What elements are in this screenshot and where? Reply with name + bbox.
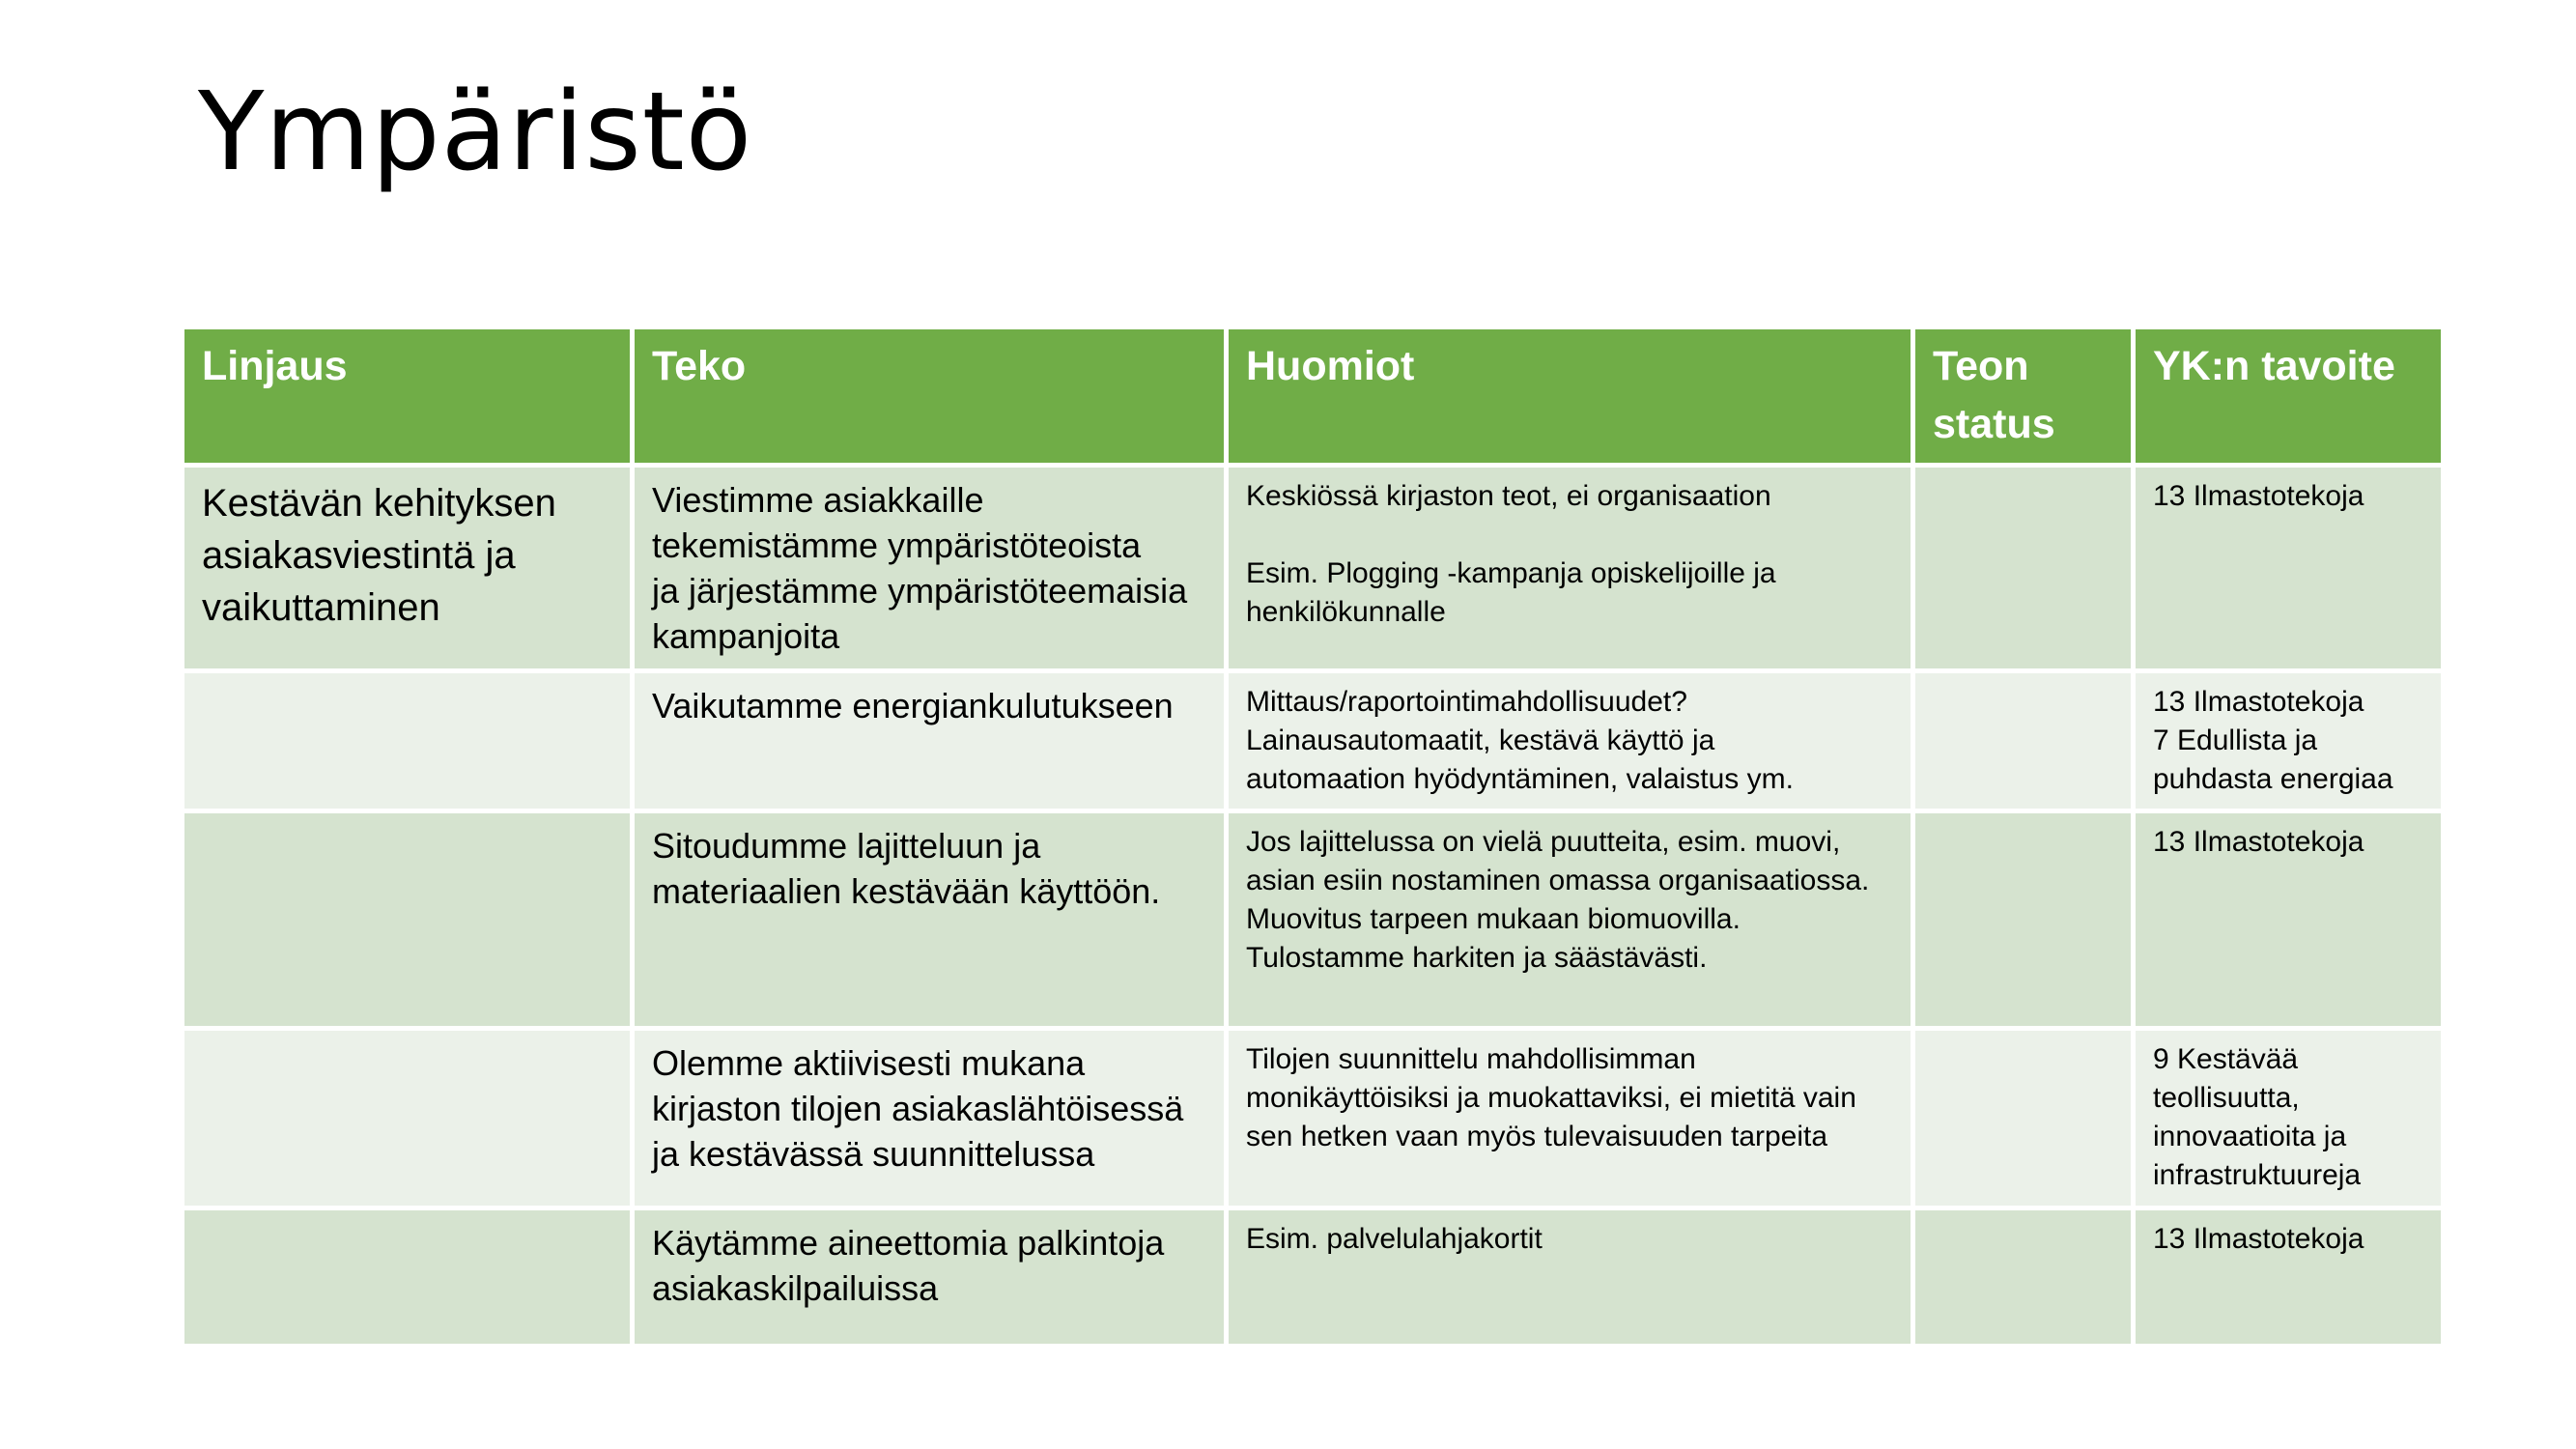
- cell-teko: [633, 671, 1227, 811]
- cell-status: [1913, 466, 2134, 671]
- cell-status: [1913, 1029, 2134, 1208]
- header-linjaus: Linjaus: [183, 327, 633, 466]
- cell-tavoite: [2134, 466, 2444, 671]
- cell-text: Olemme aktiivisesti mukana: [652, 1043, 1086, 1083]
- cell-tavoite: [2134, 671, 2444, 811]
- slide-title: Ympäristö: [198, 70, 753, 195]
- cell-text: tekemistämme ympäristöteoista: [652, 526, 1142, 565]
- cell-text: Tulostamme harkiten ja säästävästi.: [1246, 942, 1708, 974]
- cell-text: 13 Ilmastotekoja: [2153, 686, 2364, 718]
- cell-text: Esim. palvelulahjakortit: [1246, 1223, 1543, 1255]
- cell-text: Esim. Plogging -kampanja opiskelijoille ja: [1246, 557, 1776, 589]
- cell-huomiot: [1227, 1029, 1913, 1208]
- header-status: [1913, 327, 2134, 466]
- cell-text: 13 Ilmastotekoja: [2153, 480, 2364, 512]
- cell-text: materiaalien kestävään käyttöön.: [652, 871, 1161, 911]
- cell-text: 9 Kestävää: [2153, 1043, 2299, 1075]
- cell-text: Tilojen suunnittelu mahdollisimman: [1246, 1043, 1696, 1075]
- cell-text: 13 Ilmastotekoja: [2153, 826, 2364, 858]
- cell-huomiot: [1227, 466, 1913, 671]
- header-teko: Teko: [633, 327, 1227, 466]
- cell-status: [1913, 671, 2134, 811]
- cell-text: innovaatioita ja: [2153, 1121, 2347, 1152]
- cell-text: teollisuutta,: [2153, 1082, 2300, 1114]
- cell-linjaus: [183, 1208, 633, 1347]
- cell-linjaus: [183, 671, 633, 811]
- table-row: [183, 466, 2444, 671]
- cell-teko: [633, 466, 1227, 671]
- table-header-row: [183, 327, 2444, 466]
- cell-text: Muovitus tarpeen mukaan biomuovilla.: [1246, 903, 1741, 935]
- cell-teko: [633, 1208, 1227, 1347]
- cell-text: Viestimme asiakkaille: [652, 480, 984, 520]
- cell-text: puhdasta energiaa: [2153, 763, 2393, 795]
- cell-text: Mittaus/raportointimahdollisuudet?: [1246, 686, 1687, 718]
- cell-text: sen hetken vaan myös tulevaisuuden tarpeita: [1246, 1121, 1828, 1152]
- header-tavoite: YK:n tavoite: [2134, 327, 2444, 466]
- cell-text: Sitoudumme lajitteluun ja: [652, 826, 1041, 866]
- cell-text: Keskiössä kirjaston teot, ei organisaation: [1246, 480, 1771, 512]
- cell-linjaus: [183, 811, 633, 1029]
- cell-text: monikäyttöisiksi ja muokattaviksi, ei mietitä vain: [1246, 1082, 1856, 1114]
- cell-text: Lainausautomaatit, kestävä käyttö ja: [1246, 724, 1715, 756]
- cell-text: automaation hyödyntäminen, valaistus ym.: [1246, 763, 1794, 795]
- cell-text: kampanjoita: [652, 616, 840, 656]
- cell-text: asian esiin nostaminen omassa organisaatiossa.: [1246, 865, 1870, 896]
- cell-huomiot: [1227, 811, 1913, 1029]
- paragraph-gap: [1246, 516, 1893, 554]
- cell-text: ja kestävässä suunnittelussa: [652, 1134, 1095, 1174]
- table-row: [183, 1208, 2444, 1347]
- cell-tavoite: [2134, 811, 2444, 1029]
- header-huomiot: Huomiot: [1227, 327, 1913, 466]
- cell-text: Käytämme aineettomia palkintoja: [652, 1223, 1165, 1263]
- cell-teko: [633, 811, 1227, 1029]
- cell-status: [1913, 811, 2134, 1029]
- cell-text: kirjaston tilojen asiakaslähtöisessä: [652, 1089, 1184, 1128]
- header-status-line1: Teon: [1933, 343, 2029, 389]
- cell-linjaus: [183, 1029, 633, 1208]
- cell-text: asiakasviestintä ja: [202, 534, 516, 577]
- header-status-line2: status: [1933, 401, 2055, 447]
- cell-text: henkilökunnalle: [1246, 596, 1446, 628]
- cell-text: asiakaskilpailuissa: [652, 1268, 939, 1308]
- cell-text: 7 Edullista ja: [2153, 724, 2318, 756]
- cell-text: Vaikutamme energiankulutukseen: [652, 686, 1174, 725]
- cell-huomiot: [1227, 1208, 1913, 1347]
- cell-linjaus: [183, 466, 633, 671]
- cell-teko: [633, 1029, 1227, 1208]
- cell-text: infrastruktuureja: [2153, 1159, 2362, 1191]
- cell-huomiot: [1227, 671, 1913, 811]
- table-row: [183, 671, 2444, 811]
- table-row: [183, 811, 2444, 1029]
- cell-text: vaikuttaminen: [202, 586, 440, 629]
- environment-table: [180, 325, 2446, 1349]
- cell-status: [1913, 1208, 2134, 1347]
- cell-tavoite: [2134, 1029, 2444, 1208]
- table-row: [183, 1029, 2444, 1208]
- cell-text: 13 Ilmastotekoja: [2153, 1223, 2364, 1255]
- cell-text: Kestävän kehityksen: [202, 482, 556, 525]
- cell-text: Jos lajittelussa on vielä puutteita, esim. muovi,: [1246, 826, 1841, 858]
- cell-tavoite: [2134, 1208, 2444, 1347]
- cell-text: ja järjestämme ympäristöteemaisia: [652, 571, 1188, 611]
